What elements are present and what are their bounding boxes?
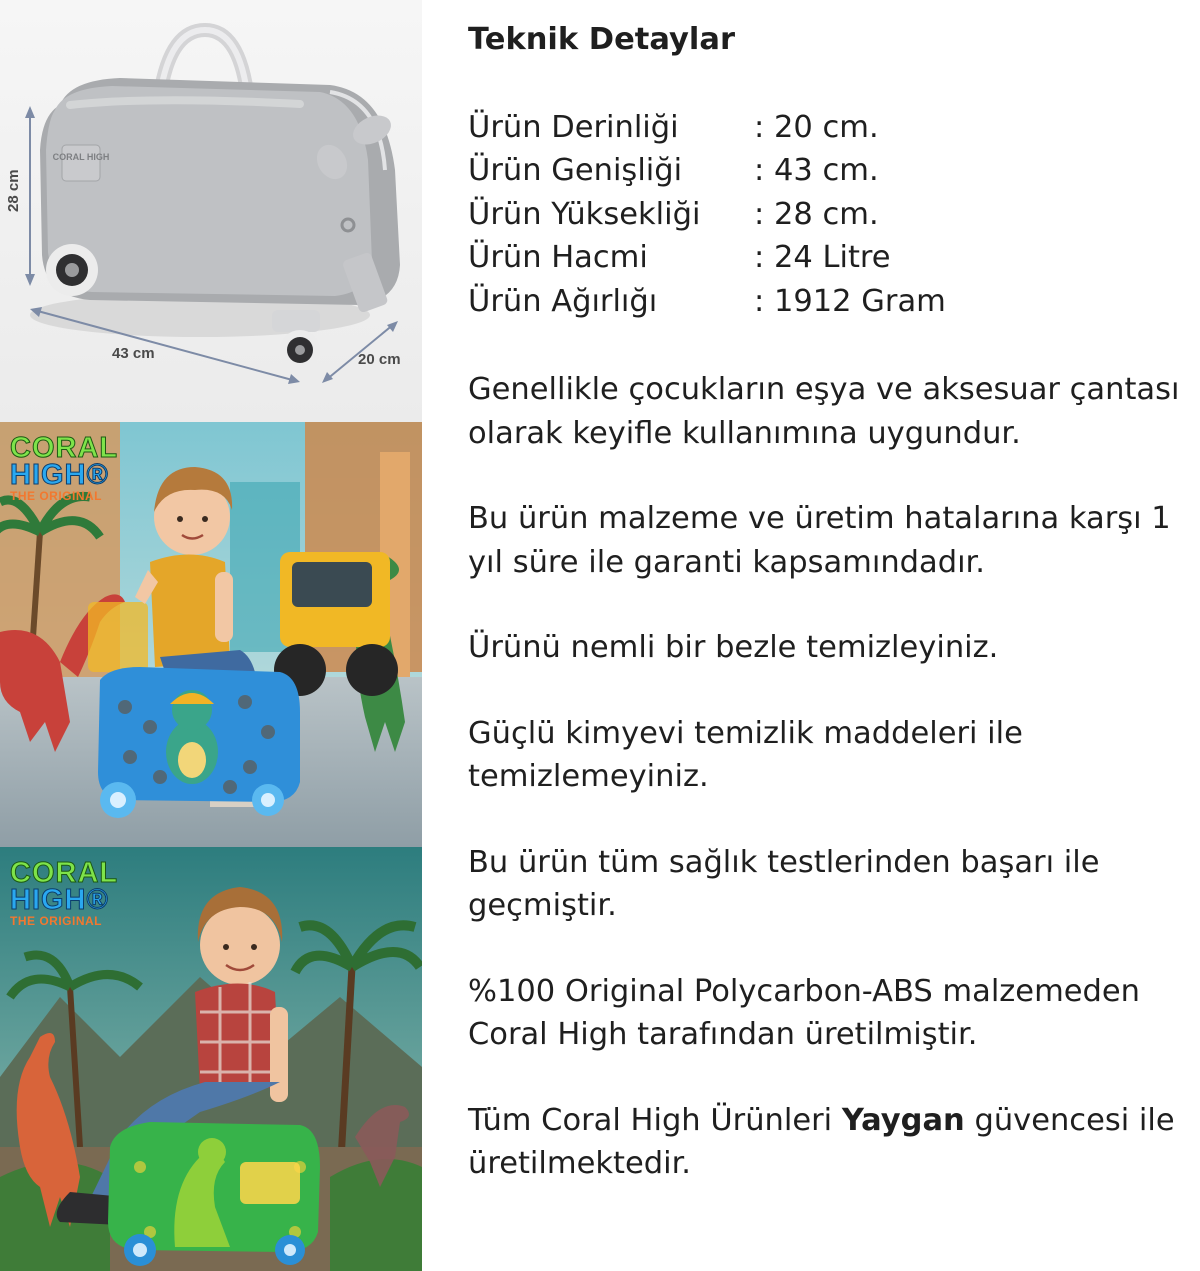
brand-badge: [10, 859, 118, 927]
spec-label: Ürün Hacmi: [468, 240, 648, 275]
section-heading: Teknik Detaylar: [468, 22, 735, 57]
assurance-paragraph: [468, 1099, 1196, 1186]
spec-value: : 43 cm.: [754, 153, 879, 188]
brand-line-high: HIGH®: [10, 884, 109, 916]
assurance-text-end: güvencesi ile üretilmektedir.: [468, 1102, 1175, 1181]
spec-row: [468, 106, 1196, 150]
warranty-paragraph: Bu ürün malzeme ve üretim hatalarına karşı 1 yıl süre ile garanti kapsamındadır.: [468, 501, 1171, 580]
chemical-warning-paragraph: Güçlü kimyevi temizlik maddeleri ile temizlemeyiniz.: [468, 715, 1023, 794]
spec-value: : 28 cm.: [754, 196, 879, 232]
brand-badge: [10, 434, 118, 502]
assurance-brand: Yaygan: [841, 1102, 965, 1138]
spec-row: [468, 193, 1196, 237]
spec-label: Ürün Yüksekliği: [468, 196, 701, 232]
spec-value: : 20 cm.: [754, 109, 879, 145]
spec-row: [468, 149, 1196, 193]
height-dimension-label: 28 cm: [5, 169, 22, 212]
brand-line-original: THE ORIGINAL: [10, 489, 102, 503]
suitcase-dimension-illustration: [0, 0, 422, 422]
assurance-text-start: Tüm Coral High Ürünleri: [468, 1102, 842, 1138]
brand-line-coral: CORAL: [10, 857, 119, 889]
width-dimension-label: 43 cm: [112, 345, 155, 362]
spec-row: [468, 280, 1196, 324]
brand-line-high: HIGH®: [10, 459, 109, 491]
lifestyle-photo-green-suitcase: [0, 847, 422, 1271]
brand-line-coral: CORAL: [10, 432, 119, 464]
usage-paragraph: Genellikle çocukların eşya ve aksesuar çantası olarak keyifle kullanımına uygundur.: [468, 372, 1180, 451]
product-details: [468, 18, 1196, 1186]
spec-value: : 1912 Gram: [754, 283, 946, 319]
depth-dimension-label: 20 cm: [358, 351, 401, 368]
spec-label: Ürün Genişliği: [468, 153, 683, 188]
spec-label: Ürün Ağırlığı: [468, 283, 658, 319]
brand-line-original: THE ORIGINAL: [10, 914, 102, 928]
health-test-paragraph: Bu ürün tüm sağlık testlerinden başarı ile geçmiştir.: [468, 844, 1100, 923]
lifestyle-photo-blue-suitcase: [0, 422, 422, 847]
spec-label: Ürün Derinliği: [468, 109, 679, 145]
dimension-photo: [0, 0, 422, 422]
spec-list: [468, 106, 1196, 324]
suitcase-logo: CORAL HIGH: [52, 152, 110, 162]
spec-row: [468, 236, 1196, 280]
material-paragraph: %100 Original Polycarbon-ABS malzemeden Coral High tarafından üretilmiştir.: [468, 973, 1140, 1052]
cleaning-paragraph: Ürünü nemli bir bezle temizleyiniz.: [468, 630, 999, 665]
product-images: [0, 0, 422, 1271]
spec-value: : 24 Litre: [754, 240, 891, 275]
